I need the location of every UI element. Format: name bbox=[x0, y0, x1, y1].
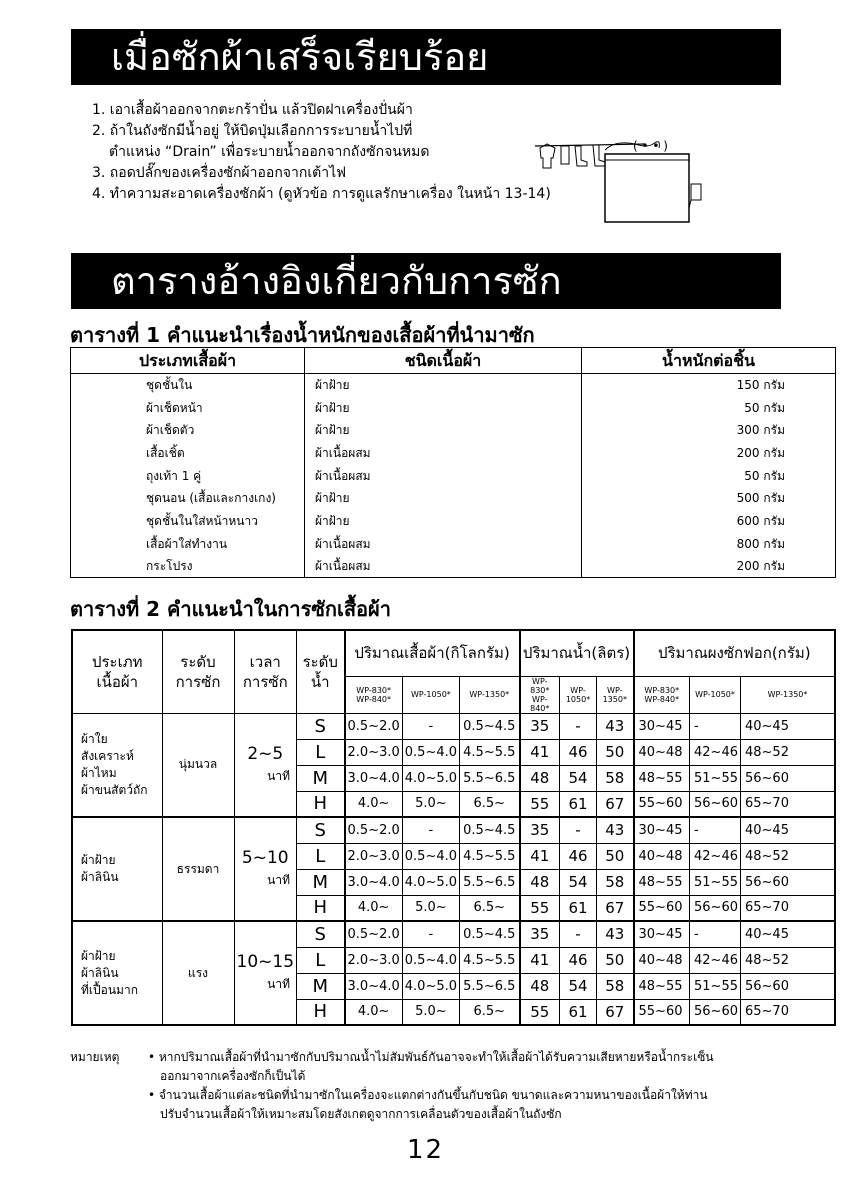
garment-type-cell: ถุงเท้า 1 คู่ bbox=[71, 464, 305, 487]
garment-type-cell: ผ้าเช็ดหน้า bbox=[71, 396, 305, 419]
detergent-m3-cell: 56~60 bbox=[741, 973, 836, 999]
table2-title: ตารางที่ 2 คำแนะนำในการซักเสื้อผ้า bbox=[70, 597, 392, 621]
clothes-m2-cell: 4.0~5.0 bbox=[402, 869, 459, 895]
detergent-m2-cell: - bbox=[690, 921, 741, 947]
note-1-continued: ออกมาจากเครื่องซักก็เป็นได้ bbox=[160, 1069, 306, 1083]
time-unit: นาที bbox=[267, 873, 291, 887]
clothes-m2-cell: 0.5~4.0 bbox=[402, 843, 459, 869]
fabric-type-cell: ผ้าฝ้าย bbox=[305, 487, 582, 510]
clothes-m1-cell: 0.5~2.0 bbox=[345, 713, 403, 739]
clothes-m2-cell: 5.0~ bbox=[402, 999, 459, 1025]
header-garment-type: ประเภทเสื้อผ้า bbox=[71, 348, 305, 374]
step-2: 2. ถ้าในถังซักมีน้ำอยู่ ให้บิดปุ่มเลือกการระบายน้ำไปที่ bbox=[92, 123, 413, 139]
fabric-type-cell: ผ้าเนื้อผสม bbox=[305, 532, 582, 555]
detergent-m3-cell: 65~70 bbox=[741, 895, 836, 921]
water-m2-cell: 54 bbox=[560, 765, 597, 791]
note-2-continued: ปรับจำนวนเสื้อผ้าให้เหมาะสมโดยสังเกตดูจากการเคลื่อนตัวของเสื้อผ้าในถังซัก bbox=[160, 1107, 562, 1121]
detergent-m2-cell: 56~60 bbox=[690, 791, 741, 817]
clothes-m2-cell: - bbox=[402, 921, 459, 947]
model-m1: WP-830* WP-840* bbox=[345, 676, 403, 713]
water-m2-cell: 46 bbox=[560, 947, 597, 973]
model-m1: WP-830* WP-840* bbox=[634, 676, 690, 713]
cycle-cell: แรง bbox=[162, 921, 234, 1025]
detergent-m1-cell: 40~48 bbox=[634, 739, 690, 765]
clothes-m2-cell: 4.0~5.0 bbox=[402, 765, 459, 791]
section-title-reference: ตารางอ้างอิงเกี่ยวกับการซัก bbox=[71, 253, 781, 309]
weight-cell: 600 กรัม bbox=[582, 510, 836, 533]
water-level-cell: M bbox=[297, 765, 345, 791]
detergent-m2-cell: 51~55 bbox=[690, 973, 741, 999]
garment-type-cell: กระโปรง bbox=[71, 555, 305, 578]
water-m1-cell: 55 bbox=[520, 791, 560, 817]
clothes-m3-cell: 0.5~4.5 bbox=[460, 713, 520, 739]
detergent-m3-cell: 65~70 bbox=[741, 791, 836, 817]
table-row bbox=[71, 374, 836, 397]
table-row bbox=[71, 555, 836, 578]
clothes-m3-cell: 6.5~ bbox=[460, 895, 520, 921]
time-unit: นาที bbox=[267, 977, 291, 991]
model-m1: WP-830* WP-840* bbox=[520, 676, 560, 713]
clothes-m1-cell: 3.0~4.0 bbox=[345, 869, 403, 895]
fabric-cell: ผ้าใยสังเคราะห์ ผ้าไหม ผ้าขนสัตว์ถัก bbox=[72, 713, 162, 817]
header-cycle: ระดับ การซัก bbox=[162, 630, 234, 713]
water-m3-cell: 67 bbox=[597, 791, 634, 817]
weight-cell: 500 กรัม bbox=[582, 487, 836, 510]
note-2: • จำนวนเสื้อผ้าแต่ละชนิดที่นำมาซักในเครื่องจะแตกต่างกันขึ้นกับชนิด ขนาดและความหนาของเนื้อผ้าให้ท่าน bbox=[148, 1088, 708, 1102]
clothes-m3-cell: 5.5~6.5 bbox=[460, 973, 520, 999]
step-1: 1. เอาเสื้อผ้าออกจากตะกร้าปั่น แล้วปิดฝาเครื่องปั่นผ้า bbox=[92, 102, 413, 118]
clothes-m3-cell: 4.5~5.5 bbox=[460, 947, 520, 973]
water-m3-cell: 58 bbox=[597, 765, 634, 791]
water-m1-cell: 55 bbox=[520, 895, 560, 921]
water-m2-cell: 61 bbox=[560, 895, 597, 921]
step-3: 3. ถอดปลั๊กของเครื่องซักผ้าออกจากเต้าไฟ bbox=[92, 165, 347, 181]
water-m2-cell: 61 bbox=[560, 999, 597, 1025]
detergent-m3-cell: 40~45 bbox=[741, 713, 836, 739]
step-4: 4. ทำความสะอาดเครื่องซักผ้า (ดูหัวข้อ การดูแลรักษาเครื่อง ในหน้า 13-14) bbox=[92, 186, 551, 202]
detergent-m1-cell: 40~48 bbox=[634, 843, 690, 869]
clothes-m3-cell: 6.5~ bbox=[460, 791, 520, 817]
water-m2-cell: - bbox=[560, 921, 597, 947]
detergent-m3-cell: 48~52 bbox=[741, 843, 836, 869]
model-m2: WP-1050* bbox=[690, 676, 741, 713]
time-cell bbox=[234, 817, 297, 921]
detergent-m3-cell: 48~52 bbox=[741, 947, 836, 973]
section-title-after-wash: เมื่อซักผ้าเสร็จเรียบร้อย bbox=[71, 29, 781, 85]
water-m1-cell: 41 bbox=[520, 947, 560, 973]
cycle-cell: ธรรมดา bbox=[162, 817, 234, 921]
water-m2-cell: - bbox=[560, 713, 597, 739]
time-value: 10~15 bbox=[236, 952, 295, 972]
fabric-cell: ผ้าฝ้าย ผ้าลินิน ที่เปื้อนมาก bbox=[72, 921, 162, 1025]
water-level-cell: L bbox=[297, 739, 345, 765]
detergent-m1-cell: 55~60 bbox=[634, 791, 690, 817]
garment-type-cell: เสื้อผ้าใส่ทำงาน bbox=[71, 532, 305, 555]
clothes-m1-cell: 2.0~3.0 bbox=[345, 947, 403, 973]
water-m1-cell: 48 bbox=[520, 973, 560, 999]
garment-type-cell: ผ้าเช็ดตัว bbox=[71, 419, 305, 442]
detergent-m3-cell: 56~60 bbox=[741, 765, 836, 791]
water-m3-cell: 50 bbox=[597, 947, 634, 973]
water-level-cell: L bbox=[297, 947, 345, 973]
water-m1-cell: 41 bbox=[520, 843, 560, 869]
table-row bbox=[71, 442, 836, 465]
fabric-type-cell: ผ้าฝ้าย bbox=[305, 374, 582, 397]
clothes-m2-cell: 0.5~4.0 bbox=[402, 947, 459, 973]
clothes-m3-cell: 5.5~6.5 bbox=[460, 765, 520, 791]
water-m2-cell: 61 bbox=[560, 791, 597, 817]
clothes-m1-cell: 4.0~ bbox=[345, 791, 403, 817]
water-m1-cell: 35 bbox=[520, 921, 560, 947]
detergent-m1-cell: 48~55 bbox=[634, 765, 690, 791]
water-level-cell: H bbox=[297, 895, 345, 921]
water-m3-cell: 58 bbox=[597, 973, 634, 999]
clothes-m2-cell: 5.0~ bbox=[402, 895, 459, 921]
fabric-type-cell: ผ้าเนื้อผสม bbox=[305, 555, 582, 578]
detergent-m2-cell: 42~46 bbox=[690, 947, 741, 973]
water-m1-cell: 35 bbox=[520, 817, 560, 843]
garment-type-cell: เสื้อเชิ้ต bbox=[71, 442, 305, 465]
clothes-m3-cell: 0.5~4.5 bbox=[460, 817, 520, 843]
fabric-type-cell: ผ้าเนื้อผสม bbox=[305, 464, 582, 487]
water-level-cell: H bbox=[297, 999, 345, 1025]
detergent-m2-cell: 42~46 bbox=[690, 843, 741, 869]
header-water-amount: ปริมาณน้ำ(ลิตร) bbox=[520, 630, 634, 676]
weight-cell: 200 กรัม bbox=[582, 555, 836, 578]
detergent-m1-cell: 30~45 bbox=[634, 817, 690, 843]
water-level-cell: S bbox=[297, 817, 345, 843]
washing-guide-table bbox=[71, 629, 836, 1026]
water-m1-cell: 48 bbox=[520, 869, 560, 895]
water-m2-cell: - bbox=[560, 817, 597, 843]
detergent-m3-cell: 40~45 bbox=[741, 921, 836, 947]
header-time: เวลา การซัก bbox=[234, 630, 297, 713]
water-m3-cell: 67 bbox=[597, 895, 634, 921]
water-m2-cell: 54 bbox=[560, 973, 597, 999]
clothes-m3-cell: 6.5~ bbox=[460, 999, 520, 1025]
time-value: 5~10 bbox=[241, 848, 289, 868]
page-number: 12 bbox=[406, 1135, 445, 1165]
clothes-m2-cell: - bbox=[402, 817, 459, 843]
model-m3: WP-1350* bbox=[741, 676, 836, 713]
weight-cell: 200 กรัม bbox=[582, 442, 836, 465]
detergent-m2-cell: - bbox=[690, 817, 741, 843]
header-detergent-amount: ปริมาณผงซักฟอก(กรัม) bbox=[634, 630, 835, 676]
clothes-m1-cell: 4.0~ bbox=[345, 999, 403, 1025]
water-level-cell: M bbox=[297, 869, 345, 895]
weight-cell: 150 กรัม bbox=[582, 374, 836, 397]
clothes-m1-cell: 0.5~2.0 bbox=[345, 817, 403, 843]
clothes-m3-cell: 5.5~6.5 bbox=[460, 869, 520, 895]
notes bbox=[70, 1048, 714, 1124]
detergent-m2-cell: 56~60 bbox=[690, 895, 741, 921]
time-value: 2~5 bbox=[247, 743, 284, 764]
weight-cell: 300 กรัม bbox=[582, 419, 836, 442]
water-m1-cell: 48 bbox=[520, 765, 560, 791]
clothes-m1-cell: 2.0~3.0 bbox=[345, 739, 403, 765]
detergent-m2-cell: 56~60 bbox=[690, 999, 741, 1025]
water-m1-cell: 35 bbox=[520, 713, 560, 739]
detergent-m3-cell: 56~60 bbox=[741, 869, 836, 895]
notes-label: หมายเหตุ bbox=[70, 1050, 120, 1064]
water-level-cell: S bbox=[297, 921, 345, 947]
table-row bbox=[72, 921, 835, 947]
fabric-cell: ผ้าฝ้าย ผ้าลินิน bbox=[72, 817, 162, 921]
weight-cell: 50 กรัม bbox=[582, 396, 836, 419]
clothes-m1-cell: 4.0~ bbox=[345, 895, 403, 921]
model-m2: WP-1050* bbox=[560, 676, 597, 713]
detergent-m3-cell: 48~52 bbox=[741, 739, 836, 765]
clothes-m1-cell: 3.0~4.0 bbox=[345, 973, 403, 999]
fabric-type-cell: ผ้าฝ้าย bbox=[305, 396, 582, 419]
detergent-m1-cell: 55~60 bbox=[634, 895, 690, 921]
water-m3-cell: 50 bbox=[597, 843, 634, 869]
detergent-m1-cell: 55~60 bbox=[634, 999, 690, 1025]
model-m2: WP-1050* bbox=[402, 676, 459, 713]
header-weight: น้ำหนักต่อชิ้น bbox=[582, 348, 836, 374]
detergent-m1-cell: 30~45 bbox=[634, 713, 690, 739]
water-m2-cell: 46 bbox=[560, 843, 597, 869]
table-row bbox=[71, 510, 836, 533]
fabric-type-cell: ผ้าฝ้าย bbox=[305, 419, 582, 442]
table-row bbox=[71, 464, 836, 487]
weight-cell: 800 กรัม bbox=[582, 532, 836, 555]
clothes-m2-cell: 5.0~ bbox=[402, 791, 459, 817]
header-fabric-type: ชนิดเนื้อผ้า bbox=[305, 348, 582, 374]
step-2-continued: ตำแหน่ง “Drain” เพื่อระบายน้ำออกจากถังซักจนหมด bbox=[109, 144, 430, 160]
header-water-level: ระดับ น้ำ bbox=[297, 630, 345, 713]
water-level-cell: M bbox=[297, 973, 345, 999]
table-row bbox=[72, 713, 835, 739]
water-level-cell: L bbox=[297, 843, 345, 869]
detergent-m1-cell: 48~55 bbox=[634, 973, 690, 999]
table-row bbox=[71, 396, 836, 419]
header-clothes-amount: ปริมาณเสื้อผ้า(กิโลกรัม) bbox=[345, 630, 520, 676]
svg-text:( • • ): ( • • ) bbox=[633, 139, 668, 153]
time-unit: นาที bbox=[267, 768, 291, 783]
table-row bbox=[71, 487, 836, 510]
clothes-m1-cell: 0.5~2.0 bbox=[345, 921, 403, 947]
water-m2-cell: 54 bbox=[560, 869, 597, 895]
model-m3: WP-1350* bbox=[460, 676, 520, 713]
water-level-cell: H bbox=[297, 791, 345, 817]
clothes-m2-cell: 4.0~5.0 bbox=[402, 973, 459, 999]
water-m3-cell: 58 bbox=[597, 869, 634, 895]
fabric-type-cell: ผ้าฝ้าย bbox=[305, 510, 582, 533]
weight-cell: 50 กรัม bbox=[582, 464, 836, 487]
detergent-m1-cell: 40~48 bbox=[634, 947, 690, 973]
water-m3-cell: 43 bbox=[597, 817, 634, 843]
after-wash-steps bbox=[92, 100, 551, 205]
weight-table bbox=[70, 347, 836, 578]
clothes-m1-cell: 2.0~3.0 bbox=[345, 843, 403, 869]
detergent-m3-cell: 65~70 bbox=[741, 999, 836, 1025]
water-m3-cell: 67 bbox=[597, 999, 634, 1025]
detergent-m3-cell: 40~45 bbox=[741, 817, 836, 843]
detergent-m2-cell: 51~55 bbox=[690, 765, 741, 791]
detergent-m2-cell: - bbox=[690, 713, 741, 739]
table1-title: ตารางที่ 1 คำแนะนำเรื่องน้ำหนักของเสื้อผ้าที่นำมาซัก bbox=[70, 323, 535, 347]
garment-type-cell: ชุดชั้นใน bbox=[71, 374, 305, 397]
table-row bbox=[71, 532, 836, 555]
water-m3-cell: 43 bbox=[597, 713, 634, 739]
clothes-m3-cell: 4.5~5.5 bbox=[460, 843, 520, 869]
water-m2-cell: 46 bbox=[560, 739, 597, 765]
clothes-m2-cell: 0.5~4.0 bbox=[402, 739, 459, 765]
clothes-m1-cell: 3.0~4.0 bbox=[345, 765, 403, 791]
water-level-cell: S bbox=[297, 713, 345, 739]
garment-type-cell: ชุดชั้นในใส่หน้าหนาว bbox=[71, 510, 305, 533]
time-cell bbox=[234, 921, 297, 1025]
water-m1-cell: 55 bbox=[520, 999, 560, 1025]
cycle-cell: นุ่มนวล bbox=[162, 713, 234, 817]
water-m3-cell: 43 bbox=[597, 921, 634, 947]
detergent-m1-cell: 30~45 bbox=[634, 921, 690, 947]
table-row bbox=[72, 817, 835, 843]
washing-machine-illustration bbox=[535, 134, 715, 234]
time-cell bbox=[234, 713, 297, 817]
garment-type-cell: ชุดนอน (เสื้อและกางเกง) bbox=[71, 487, 305, 510]
detergent-m1-cell: 48~55 bbox=[634, 869, 690, 895]
header-fabric: ประเภท เนื้อผ้า bbox=[72, 630, 162, 713]
fabric-type-cell: ผ้าเนื้อผสม bbox=[305, 442, 582, 465]
model-m3: WP-1350* bbox=[597, 676, 634, 713]
detergent-m2-cell: 42~46 bbox=[690, 739, 741, 765]
note-1: • หากปริมาณเสื้อผ้าที่นำมาซักกับปริมาณน้ำไม่สัมพันธ์กันอาจจะทำให้เสื้อผ้าได้รับความเสียหายหรือน้ำกระเซ็น bbox=[148, 1050, 714, 1064]
clothes-m2-cell: - bbox=[402, 713, 459, 739]
table-row bbox=[71, 419, 836, 442]
clothes-m3-cell: 4.5~5.5 bbox=[460, 739, 520, 765]
clothes-m3-cell: 0.5~4.5 bbox=[460, 921, 520, 947]
detergent-m2-cell: 51~55 bbox=[690, 869, 741, 895]
water-m3-cell: 50 bbox=[597, 739, 634, 765]
water-m1-cell: 41 bbox=[520, 739, 560, 765]
